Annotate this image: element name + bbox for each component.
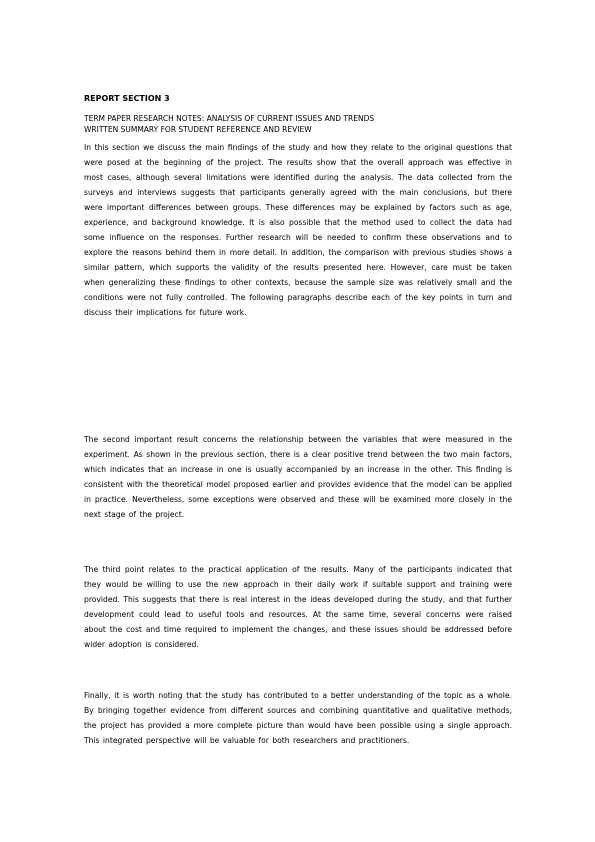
subtitle-line-2: WRITTEN SUMMARY FOR STUDENT REFERENCE AND REVIEW <box>84 125 312 134</box>
paragraph-2: The second important result concerns the relationship between the variables that were measured in the experiment. As shown in the previous section, there is a clear positive trend between the two main factors, which indicates that an increase in one is usually accompanied by an increase in the other. This finding is consistent with the theoretical model proposed earlier and provides evidence that the model can be applied in practice. Nevertheless, some exceptions were observed and these will be examined more closely in the next stage of the project. <box>84 435 512 519</box>
subtitle-line-1: TERM PAPER RESEARCH NOTES: ANALYSIS OF CURRENT ISSUES AND TRENDS <box>84 114 375 123</box>
section-header: REPORT SECTION 3 <box>84 94 170 103</box>
document-subtitle <box>84 113 512 135</box>
paragraph-1: In this section we discuss the main findings of the study and how they relate to the original questions that were posed at the beginning of the project. The results show that the overall approach was effective in most cases, although several limitations were identified during the analysis. The data collected from the surveys and interviews suggests that participants generally agreed with the main conclusions, but there were important differences between groups. These differences may be explained by factors such as age, experience, and background knowledge. It is also possible that the method used to collect the data had some influence on the responses. Further research will be needed to confirm these observations and to explore the reasons behind them in more detail. In addition, the comparison with previous studies shows a similar pattern, which supports the validity of the results presented here. However, care must be taken when generalizing these findings to other contexts, because the sample size was relatively small and the conditions were not fully controlled. The following paragraphs describe each of the key points in turn and discuss their implications for future work. <box>84 143 512 317</box>
paragraph-4: Finally, it is worth noting that the study has contributed to a better understanding of the topic as a whole. By bringing together evidence from different sources and combining quantitative and qualitative methods, the project has provided a more complete picture than would have been possible using a single approach. This integrated perspective will be valuable for both researchers and practitioners. <box>84 691 512 745</box>
paragraph-3: The third point relates to the practical application of the results. Many of the participants indicated that they would be willing to use the new approach in their daily work if suitable support and training were provided. This suggests that there is real interest in the ideas developed during the study, and that further development could lead to useful tools and resources. At the same time, several concerns were raised about the cost and time required to implement the changes, and these issues should be addressed before wider adoption is considered. <box>84 565 512 649</box>
